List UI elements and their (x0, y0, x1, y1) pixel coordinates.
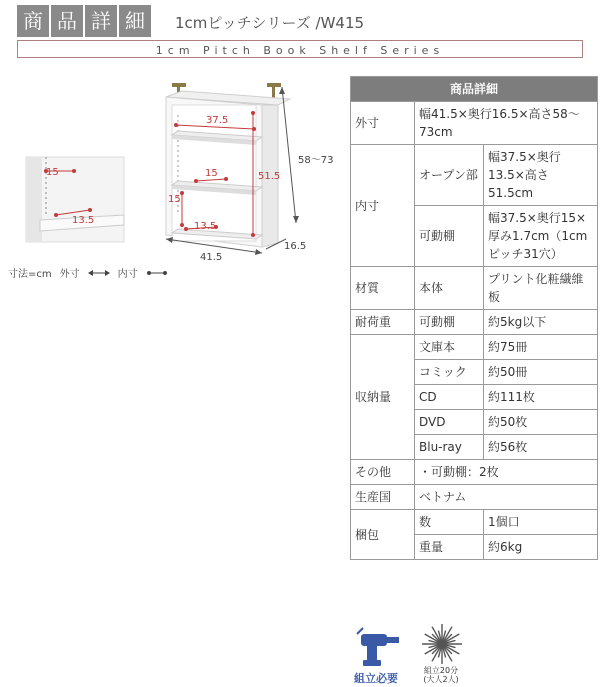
assembly-time (418, 666, 464, 684)
row-sublabel: 文庫本 (415, 335, 484, 360)
legend-inner: 内寸 (117, 269, 138, 280)
closeup-label-inner: 13.5 (72, 215, 95, 226)
table-row (351, 485, 598, 510)
row-value: 幅37.5×奥行15×厚み1.7cm（1cmピッチ31穴） (484, 206, 598, 267)
row-sublabel: 数 (415, 510, 484, 535)
label-shelf-depth: 15 (205, 168, 218, 179)
row-value: 約111枚 (484, 385, 598, 410)
row-value: 幅41.5×奥行16.5×高さ58〜73cm (415, 102, 598, 145)
header-title (17, 5, 151, 37)
title-char: 詳 (85, 5, 117, 37)
feature-icons (350, 622, 470, 687)
row-value: 約50冊 (484, 360, 598, 385)
table-row (351, 102, 598, 145)
table-row (351, 310, 598, 335)
row-value: 幅37.5×奥行13.5×高さ51.5cm (484, 145, 598, 206)
header (0, 0, 600, 60)
row-value: ベトナム (415, 485, 598, 510)
row-value: ・可動棚：2枚 (415, 460, 598, 485)
legend-outer: 外寸 (59, 269, 80, 280)
legend-unit: 寸法=cm (8, 269, 52, 280)
label-open-depth: 15 (168, 194, 181, 205)
row-sublabel: 可動棚 (415, 310, 484, 335)
row-value: 約75冊 (484, 335, 598, 360)
starburst-icon (420, 622, 464, 666)
row-label: 梱包 (351, 510, 415, 560)
dot-line-icon (146, 269, 168, 277)
closeup-label-depth: 15 (46, 167, 59, 178)
row-sublabel: 本体 (415, 267, 484, 310)
row-label: 内寸 (351, 145, 415, 267)
label-outer-height: 58〜73 (298, 155, 334, 166)
header-series: 1cm Pitch Book Shelf Series (155, 44, 445, 57)
assembly-time-line2: (大人2人) (423, 675, 459, 684)
spec-table (350, 76, 598, 560)
label-outer-depth: 16.5 (284, 241, 307, 252)
label-inner-width: 37.5 (206, 115, 229, 126)
row-sublabel: オープン部 (415, 145, 484, 206)
row-label: 耐荷重 (351, 310, 415, 335)
row-sublabel: コミック (415, 360, 484, 385)
row-label: 生産国 (351, 485, 415, 510)
title-char: 商 (17, 5, 49, 37)
row-value: 約6kg (484, 535, 598, 560)
title-char: 品 (51, 5, 83, 37)
dimension-legend (8, 265, 168, 280)
table-row (351, 267, 598, 310)
shelf-illustration (0, 75, 345, 285)
label-outer-width: 41.5 (200, 252, 223, 263)
row-label: 外寸 (351, 102, 415, 145)
label-bottom-depth: 13.5 (194, 221, 217, 232)
table-row (351, 335, 598, 360)
table-heading: 商品詳細 (351, 77, 598, 102)
row-sublabel: CD (415, 385, 484, 410)
drill-icon (353, 624, 403, 668)
row-label: 収納量 (351, 335, 415, 460)
header-subtitle: 1cmピッチシリーズ /W415 (175, 14, 365, 32)
title-char: 細 (119, 5, 151, 37)
table-row (351, 460, 598, 485)
row-value: 1個口 (484, 510, 598, 535)
row-sublabel: 可動棚 (415, 206, 484, 267)
closeup-photo (26, 157, 124, 242)
row-value: 約50枚 (484, 410, 598, 435)
row-sublabel: DVD (415, 410, 484, 435)
double-arrow-icon (88, 269, 110, 277)
assembly-label: 組立必要 (354, 672, 398, 685)
row-value: 約56枚 (484, 435, 598, 460)
label-inner-height: 51.5 (258, 171, 281, 182)
table-row (351, 145, 598, 206)
table-row (351, 510, 598, 535)
row-label: その他 (351, 460, 415, 485)
row-label: 材質 (351, 267, 415, 310)
row-value: 約5kg以下 (484, 310, 598, 335)
row-sublabel: Blu-ray (415, 435, 484, 460)
assembly-time-line1: 組立20分 (423, 666, 459, 675)
shelf-drawing (166, 83, 333, 263)
row-sublabel: 重量 (415, 535, 484, 560)
row-value: プリント化粧繊維板 (484, 267, 598, 310)
